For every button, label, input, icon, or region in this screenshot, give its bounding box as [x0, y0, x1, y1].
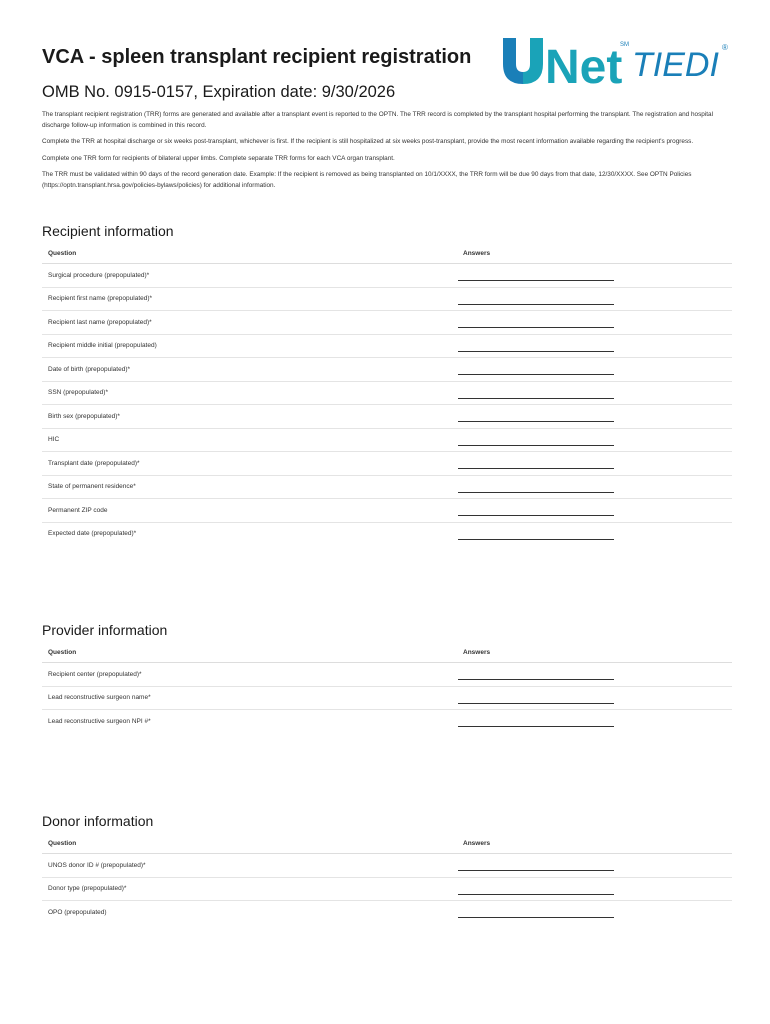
table-row	[42, 710, 732, 733]
table-header	[42, 833, 732, 854]
table-row	[42, 901, 732, 924]
section-heading: Recipient information	[42, 223, 174, 239]
answer-field-recipient-first-name-prepopulated[interactable]	[458, 304, 614, 305]
table-row	[42, 476, 732, 500]
question-label: Permanent ZIP code	[48, 506, 108, 514]
answer-field-recipient-last-name-prepopulated[interactable]	[458, 327, 614, 328]
answer-field-state-of-permanent-residence[interactable]	[458, 492, 614, 493]
question-label: HIC	[48, 436, 60, 444]
table-row	[42, 663, 732, 687]
question-label: Recipient last name (prepopulated)*	[48, 318, 152, 326]
table-header	[42, 243, 732, 264]
table-row	[42, 311, 732, 335]
answer-field-opo-prepopulated[interactable]	[458, 917, 614, 918]
question-label: State of permanent residence*	[48, 483, 136, 491]
answer-field-expected-date-prepopulated[interactable]	[458, 539, 614, 540]
question-label: Recipient center (prepopulated)*	[48, 670, 142, 678]
table-row	[42, 854, 732, 878]
unet-tiedi-logo	[500, 34, 735, 90]
logo-registered-mark: ®	[722, 43, 728, 52]
question-table	[42, 833, 732, 924]
instruction-paragraph: The TRR must be validated within 90 days of the record generation date. Example: If the recipient is removed as being transplanted on 10/1/XXXX, the TRR form will be due 90 days from that date, 12/30/XXXX. See OPTN Policies (https://optn.transplant.hrsa.gov/policies-bylaws/policies) for additional information.	[42, 171, 692, 189]
question-label: Recipient first name (prepopulated)*	[48, 295, 153, 303]
question-table	[42, 642, 732, 733]
question-label: Expected date (prepopulated)*	[48, 530, 137, 538]
logo-wordmark-tiedi: TIEDI	[632, 46, 719, 84]
question-label: Surgical procedure (prepopulated)*	[48, 271, 150, 279]
answer-field-donor-type-prepopulated[interactable]	[458, 894, 614, 895]
question-label: OPO (prepopulated)	[48, 908, 107, 916]
question-label: Date of birth (prepopulated)*	[48, 365, 131, 373]
answer-field-lead-reconstructive-surgeon-name[interactable]	[458, 703, 614, 704]
question-label: Recipient middle initial (prepopulated)	[48, 342, 157, 350]
section-recipient-information	[42, 222, 732, 545]
answer-field-permanent-zip-code[interactable]	[458, 515, 614, 516]
table-row	[42, 358, 732, 382]
form-title: VCA - spleen transplant recipient registration	[42, 46, 472, 68]
instruction-paragraph: Complete one TRR form for recipients of bilateral upper limbs. Complete separate TRR forms for each VCA organ transplant.	[42, 154, 395, 162]
question-table	[42, 243, 732, 545]
table-row	[42, 288, 732, 312]
question-label: Donor type (prepopulated)*	[48, 885, 127, 893]
section-donor-information	[42, 812, 732, 924]
table-row	[42, 878, 732, 902]
answer-field-ssn-prepopulated[interactable]	[458, 398, 614, 399]
section-heading: Provider information	[42, 622, 168, 638]
question-label: Lead reconstructive surgeon name*	[48, 694, 151, 702]
logo-wordmark-net: Net	[545, 41, 623, 90]
answer-field-hic[interactable]	[458, 445, 614, 446]
table-row	[42, 264, 732, 288]
table-row	[42, 405, 732, 429]
column-header-answers: Answers	[463, 839, 491, 847]
table-row	[42, 382, 732, 406]
instructions-block	[42, 110, 732, 197]
question-label: Lead reconstructive surgeon NPI #*	[48, 717, 151, 725]
column-header-answers: Answers	[463, 249, 491, 257]
column-header-question: Question	[48, 839, 77, 847]
answer-field-date-of-birth-prepopulated[interactable]	[458, 374, 614, 375]
table-row	[42, 429, 732, 453]
column-header-answers: Answers	[463, 648, 491, 656]
question-label: SSN (prepopulated)*	[48, 389, 108, 397]
answer-field-lead-reconstructive-surgeon-npi[interactable]	[458, 726, 614, 727]
answer-field-transplant-date-prepopulated[interactable]	[458, 468, 614, 469]
section-heading: Donor information	[42, 813, 154, 829]
question-label: Transplant date (prepopulated)*	[48, 459, 140, 467]
instruction-paragraph: The transplant recipient registration (TRR) forms are generated and available after a transplant event is reported to the OPTN. The TRR record is completed by the transplant hospital performing the transplant. The registration and hospital discharge follow-up information is combined in this record.	[42, 111, 714, 129]
table-row	[42, 499, 732, 523]
column-header-question: Question	[48, 249, 77, 257]
logo-service-mark: SM	[620, 42, 629, 48]
question-label: UNOS donor ID # (prepopulated)*	[48, 861, 146, 869]
column-header-question: Question	[48, 648, 77, 656]
table-row	[42, 523, 732, 546]
table-row	[42, 687, 732, 711]
instruction-paragraph: Complete the TRR at hospital discharge or six weeks post-transplant, whichever is first. If the recipient is still hospitalized at six weeks post-transplant, provide the most recent information available regarding the recipient's progress.	[42, 138, 694, 145]
table-header	[42, 642, 732, 663]
omb-expiration-line: OMB No. 0915-0157, Expiration date: 9/30/2026	[42, 83, 396, 101]
table-row	[42, 452, 732, 476]
answer-field-surgical-procedure-prepopulated[interactable]	[458, 280, 614, 281]
table-row	[42, 335, 732, 359]
answer-field-unos-donor-id-prepopulated[interactable]	[458, 870, 614, 871]
answer-field-birth-sex-prepopulated[interactable]	[458, 421, 614, 422]
answer-field-recipient-middle-initial-prepopulated[interactable]	[458, 351, 614, 352]
answer-field-recipient-center-prepopulated[interactable]	[458, 679, 614, 680]
section-provider-information	[42, 621, 732, 733]
question-label: Birth sex (prepopulated)*	[48, 412, 120, 420]
